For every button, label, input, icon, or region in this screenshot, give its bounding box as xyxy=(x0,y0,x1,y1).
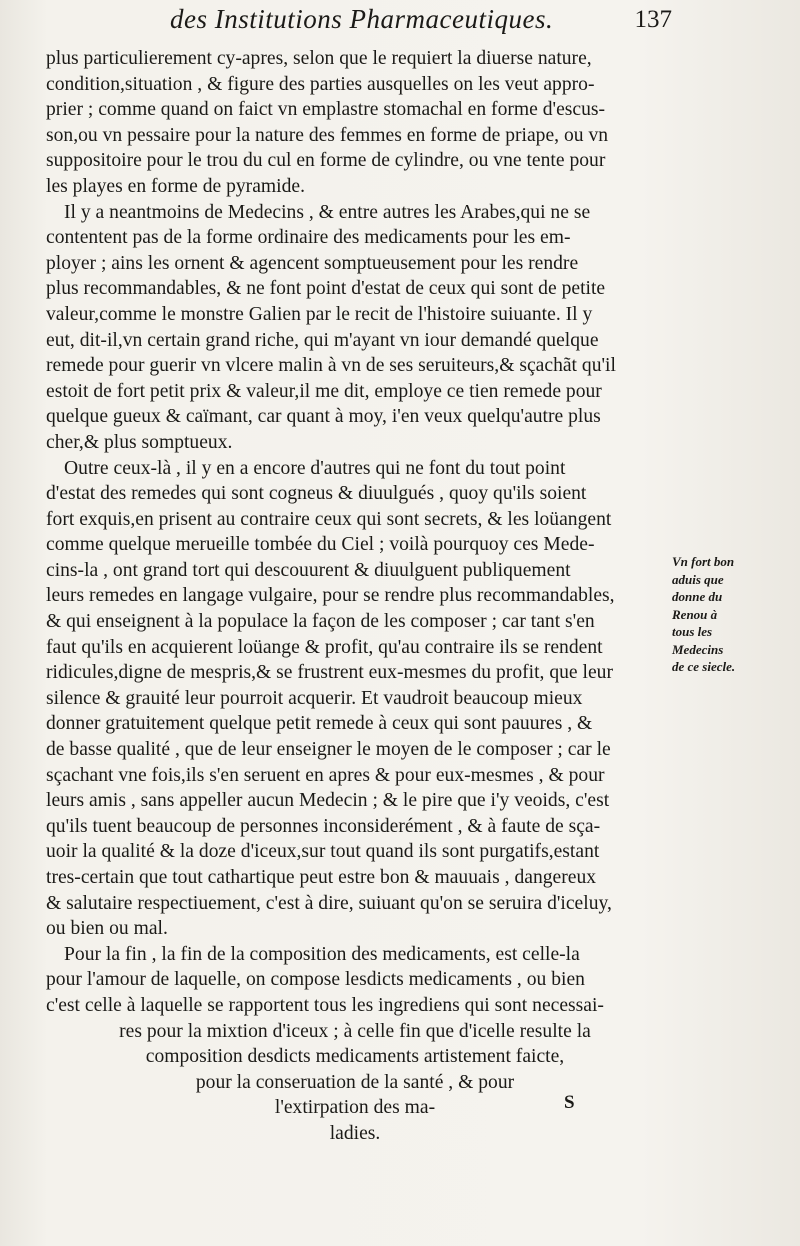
text-line: res pour la mixtion d'iceux ; à celle fin que d'icelle resulte la xyxy=(119,1020,591,1042)
text-line: & salutaire respectiuement, c'est à dire, suiuant qu'on se seruira d'iceluy, xyxy=(46,892,612,914)
text-line: qu'ils tuent beaucoup de personnes inconsiderément , & à faute de sça- xyxy=(46,815,601,837)
text-line: ridicules,digne de mespris,& se frustrent eux-mesmes du profit, que leur xyxy=(46,662,613,684)
running-title: des Institutions Pharmaceutiques. xyxy=(170,4,554,34)
text-line: & qui enseignent à la populace la façon de les composer ; car tant s'en xyxy=(46,611,595,633)
page-number: 137 xyxy=(634,6,672,33)
text-line: cher,& plus somptueux. xyxy=(46,431,233,453)
text-line: leurs remedes en langage vulgaire, pour se rendre plus recommandables, xyxy=(46,585,615,607)
text-line: ladies. xyxy=(329,1122,381,1144)
signature-mark: S xyxy=(564,1092,575,1113)
text-line: de basse qualité , que de leur enseigner le moyen de le composer ; car le xyxy=(46,739,611,761)
text-line: cins-la , ont grand tort qui descouurent & diuulguent publiquement xyxy=(46,559,571,581)
text-line: silence & grauité leur pourroit acquerir. Et vaudroit beaucoup mieux xyxy=(46,687,583,709)
text-line: fort exquis,en prisent au contraire ceux qui sont secrets, & les loüangent xyxy=(46,508,612,530)
text-line: suppositoire pour le trou du cul en forme de cylindre, ou vne tente pour xyxy=(46,150,606,172)
margin-note-line: de ce siecle. xyxy=(672,659,736,674)
text-line: tres-certain que tout cathartique peut estre bon & mauuais , dangereux xyxy=(46,867,597,888)
text-line: d'estat des remedes qui sont cogneus & diuulgués , quoy qu'ils soient xyxy=(46,483,587,505)
text-line: prier ; comme quand on faict vn emplastre stomachal en forme d'escus- xyxy=(46,99,606,121)
text-line: Outre ceux-là , il y en a encore d'autres qui ne font du tout point xyxy=(64,457,566,479)
text-line: quelque gueux & caïmant, car quant à moy, i'en veux quelqu'autre plus xyxy=(46,406,601,428)
text-line: eut, dit-il,vn certain grand riche, qui m'ayant vn iour demandé quelque xyxy=(46,329,599,351)
margin-note-line: Medecins xyxy=(672,641,724,657)
margin-note-line: Renou à xyxy=(672,606,718,622)
text-line: composition desdicts medicaments artistement faicte, xyxy=(145,1046,565,1068)
margin-note xyxy=(672,553,782,676)
body-text xyxy=(46,46,664,1147)
margin-note-line: donne du xyxy=(672,589,723,604)
show-through xyxy=(250,400,255,421)
text-line: contentent pas de la forme ordinaire des medicaments pour les em- xyxy=(46,227,571,249)
margin-note-line: Vn fort bon xyxy=(672,554,735,569)
text-line: plus particulierement cy-apres, selon que le requiert la diuerse nature, xyxy=(46,48,592,69)
text-line: faut qu'ils en acquierent loüange & profit, qu'au contraire ils se rendent xyxy=(46,636,603,658)
margin-note-line: aduis que xyxy=(672,571,724,587)
text-line: donner gratuitement quelque petit remede à ceux qui sont pauures , & xyxy=(46,713,593,735)
text-line: condition,situation , & figure des parties ausquelles on les veut appro- xyxy=(46,73,595,95)
text-line: Il y a neantmoins de Medecins , & entre autres les Arabes,qui ne se xyxy=(64,201,591,223)
text-line: uoir la qualité & la doze d'iceux,sur tout quand ils sont purgatifs,estant xyxy=(46,841,600,863)
text-line: leurs amis , sans appeller aucun Medecin ; & le pire que i'y veoids, c'est xyxy=(46,790,610,812)
text-line: sçachant vne fois,ils s'en seruent en apres & pour eux-mesmes , & pour xyxy=(46,764,605,786)
text-line: ou bien ou mal. xyxy=(46,918,168,940)
text-line: comme quelque merueille tombée du Ciel ; voilà pourquoy ces Mede- xyxy=(46,534,595,556)
margin-note-line: tous les xyxy=(672,624,713,639)
text-line: c'est celle à laquelle se rapportent tous les ingrediens qui sont necessai- xyxy=(46,994,604,1016)
text-line: estoit de fort petit prix & valeur,il me dit, employe ce tien remede pour xyxy=(46,380,602,402)
text-line: Pour la fin , la fin de la composition des medicaments, est celle-la xyxy=(64,943,580,965)
text-line: ployer ; ains les ornent & agencent somptueusement pour les rendre xyxy=(46,252,579,274)
text-line: son,ou vn pessaire pour la nature des femmes en forme de priape, ou vn xyxy=(46,124,609,146)
text-line: l'extirpation des ma- xyxy=(274,1097,436,1119)
text-line: plus recommandables, & ne font point d'estat de ceux qui sont de petite xyxy=(46,278,606,300)
text-line: pour la conseruation de la santé , & pour xyxy=(195,1071,515,1093)
text-line: les playes en forme de pyramide. xyxy=(46,175,305,197)
text-line: pour l'amour de laquelle, on compose lesdicts medicaments , ou bien xyxy=(46,969,585,991)
text-line: remede pour guerir vn vlcere malin à vn de ses seruiteurs,& sçachãt qu'il xyxy=(46,355,616,377)
text-line: valeur,comme le monstre Galien par le recit de l'histoire suiuante. Il y xyxy=(46,303,593,325)
